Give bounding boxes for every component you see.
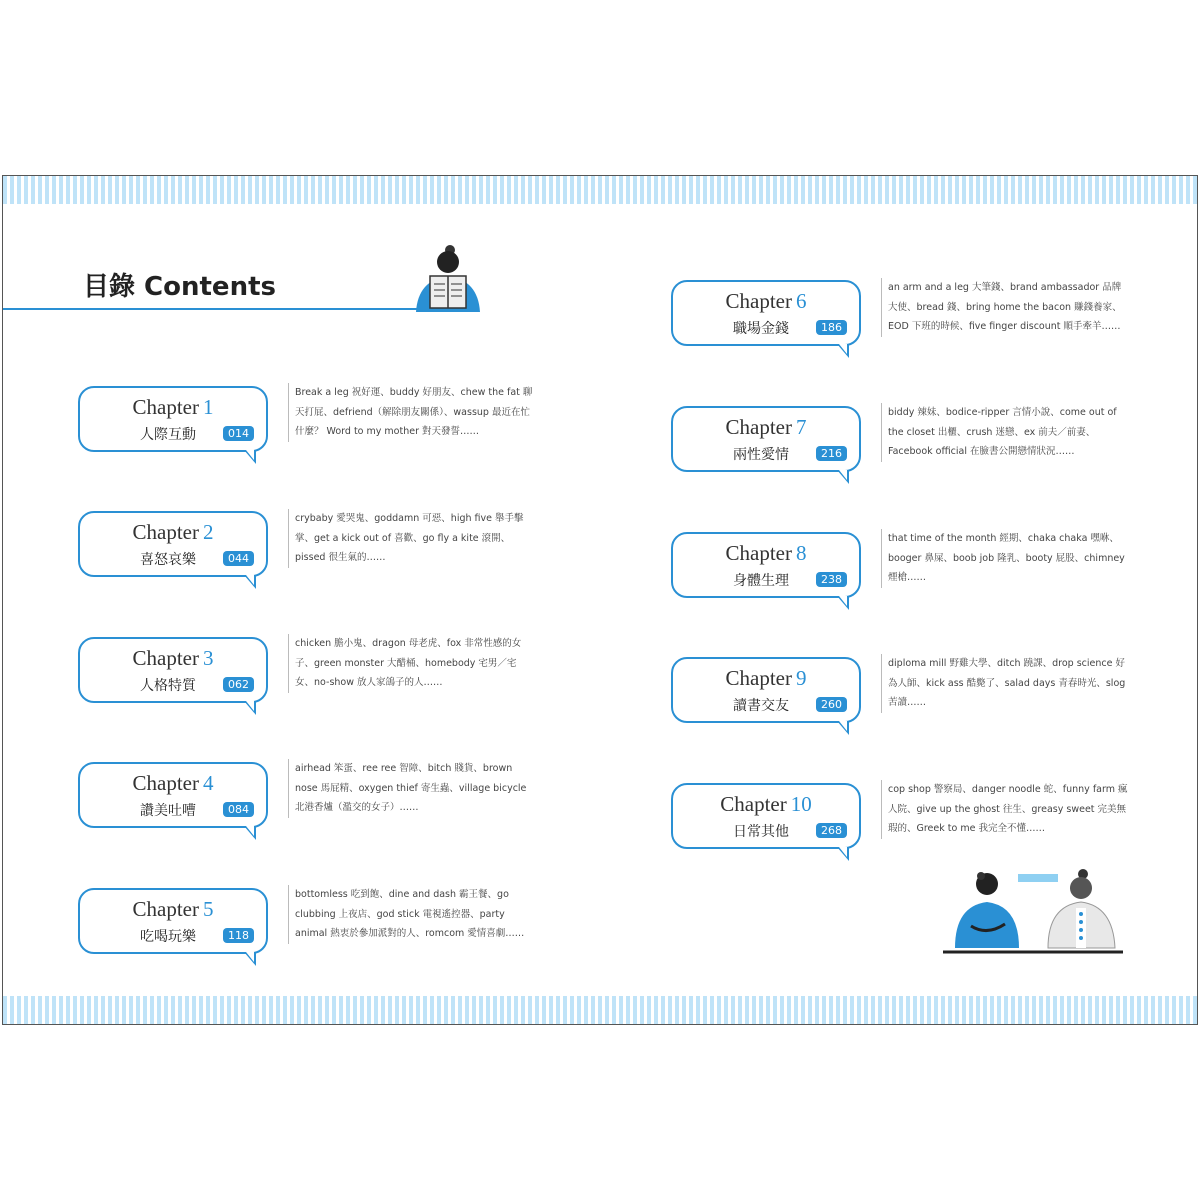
chapter-9-description: diploma mill 野雞大學、ditch 蹺課、drop science 好為人師、kick ass 酷斃了、salad days 青春時光、slog 苦讀…… [881,654,1128,713]
chapter-number: 4 [202,771,214,795]
chapter-name: 人格特質 [140,678,196,694]
chapter-number: 8 [795,541,807,565]
chapter-number: 6 [795,289,807,313]
page-title: 目錄 Contents [83,272,276,302]
title-underline [3,308,428,310]
chapter-9-bubble[interactable]: Chapter 9 讀書交友 260 [671,657,861,723]
chapter-3-bubble[interactable]: Chapter 3 人格特質 062 [78,637,268,703]
chapter-10-bubble[interactable]: Chapter 10 日常其他 268 [671,783,861,849]
chapter-name: 喜怒哀樂 [140,552,196,568]
chapter-4-description: airhead 笨蛋、ree ree 智障、bitch 賤貨、brown nose 馬屁精、oxygen thief 寄生蟲、village bicycle 北港香爐（濫交的女子）…… [288,759,535,818]
chapter-5-description: bottomless 吃到飽、dine and dash 霸王餐、go clubbing 上夜店、god stick 電視遙控器、party animal 熱衷於參加派對的人、romcom 愛情喜劇…… [288,885,535,944]
page-badge: 118 [223,928,254,943]
chapter-name: 職場金錢 [733,321,789,337]
top-stripe-border [3,176,1197,204]
chapter-name: 兩性愛情 [733,447,789,463]
page-badge: 238 [816,572,847,587]
chapter-number: 1 [202,395,214,419]
bottom-stripe-border [3,996,1197,1024]
chapter-name: 日常其他 [733,824,789,840]
page-badge: 260 [816,697,847,712]
chapter-2-bubble[interactable]: Chapter 2 喜怒哀樂 044 [78,511,268,577]
chapter-8-description: that time of the month 經期、chaka chaka 嘿咻、booger 鼻屎、boob job 隆乳、booty 屁股、chimney 煙槍…… [881,529,1128,588]
chapter-number: 5 [202,897,214,921]
conversation-illustration-icon [943,866,1123,956]
chapter-8-bubble[interactable]: Chapter 8 身體生理 238 [671,532,861,598]
page-badge: 084 [223,802,254,817]
chapter-10-description: cop shop 警察局、danger noodle 蛇、funny farm 瘋人院、give up the ghost 往生、greasy sweet 完美無瑕的、Greek to me 我完全不懂…… [881,780,1128,839]
chapter-5-bubble[interactable]: Chapter 5 吃喝玩樂 118 [78,888,268,954]
reader-illustration-icon [408,242,488,312]
chapter-name: 吃喝玩樂 [140,929,196,945]
chapter-number: 3 [202,646,214,670]
chapter-1-description: Break a leg 祝好運、buddy 好朋友、chew the fat 聊天打屁、defriend（解除朋友關係）、wassup 最近在忙什麼？ Word to my mother 對天發誓…… [288,383,535,442]
page-badge: 268 [816,823,847,838]
chapter-4-bubble[interactable]: Chapter 4 讚美吐嘈 084 [78,762,268,828]
chapter-6-bubble[interactable]: Chapter 6 職場金錢 186 [671,280,861,346]
page-badge: 186 [816,320,847,335]
chapter-1-bubble[interactable]: Chapter 1 人際互動 014 [78,386,268,452]
chapter-7-description: biddy 辣妹、bodice-ripper 言情小說、come out of the closet 出櫃、crush 迷戀、ex 前夫／前妻、Facebook official 在臉書公開戀情狀況…… [881,403,1128,462]
chapter-number: 10 [790,792,812,816]
chapter-number: 9 [795,666,807,690]
chapter-6-description: an arm and a leg 大筆錢、brand ambassador 品牌大使、bread 錢、bring home the bacon 賺錢養家、EOD 下班的時候、five finger discount 順手牽羊…… [881,278,1128,337]
chapter-name: 身體生理 [733,573,789,589]
chapter-name: 人際互動 [140,427,196,443]
chapter-number: 7 [795,415,807,439]
chapter-2-description: crybaby 愛哭鬼、goddamn 可惡、high five 舉手擊掌、get a kick out of 喜歡、go fly a kite 滾開、pissed 很生氣的…… [288,509,535,568]
page-badge: 014 [223,426,254,441]
page-badge: 216 [816,446,847,461]
contents-spread [2,175,1198,1025]
chapter-name: 讀書交友 [733,698,789,714]
chapter-name: 讚美吐嘈 [140,803,196,819]
page-badge: 044 [223,551,254,566]
page-badge: 062 [223,677,254,692]
chapter-7-bubble[interactable]: Chapter 7 兩性愛情 216 [671,406,861,472]
chapter-number: 2 [202,520,214,544]
chapter-3-description: chicken 膽小鬼、dragon 母老虎、fox 非常性感的女子、green monster 大醋桶、homebody 宅男／宅女、no-show 放人家鴿子的人…… [288,634,535,693]
